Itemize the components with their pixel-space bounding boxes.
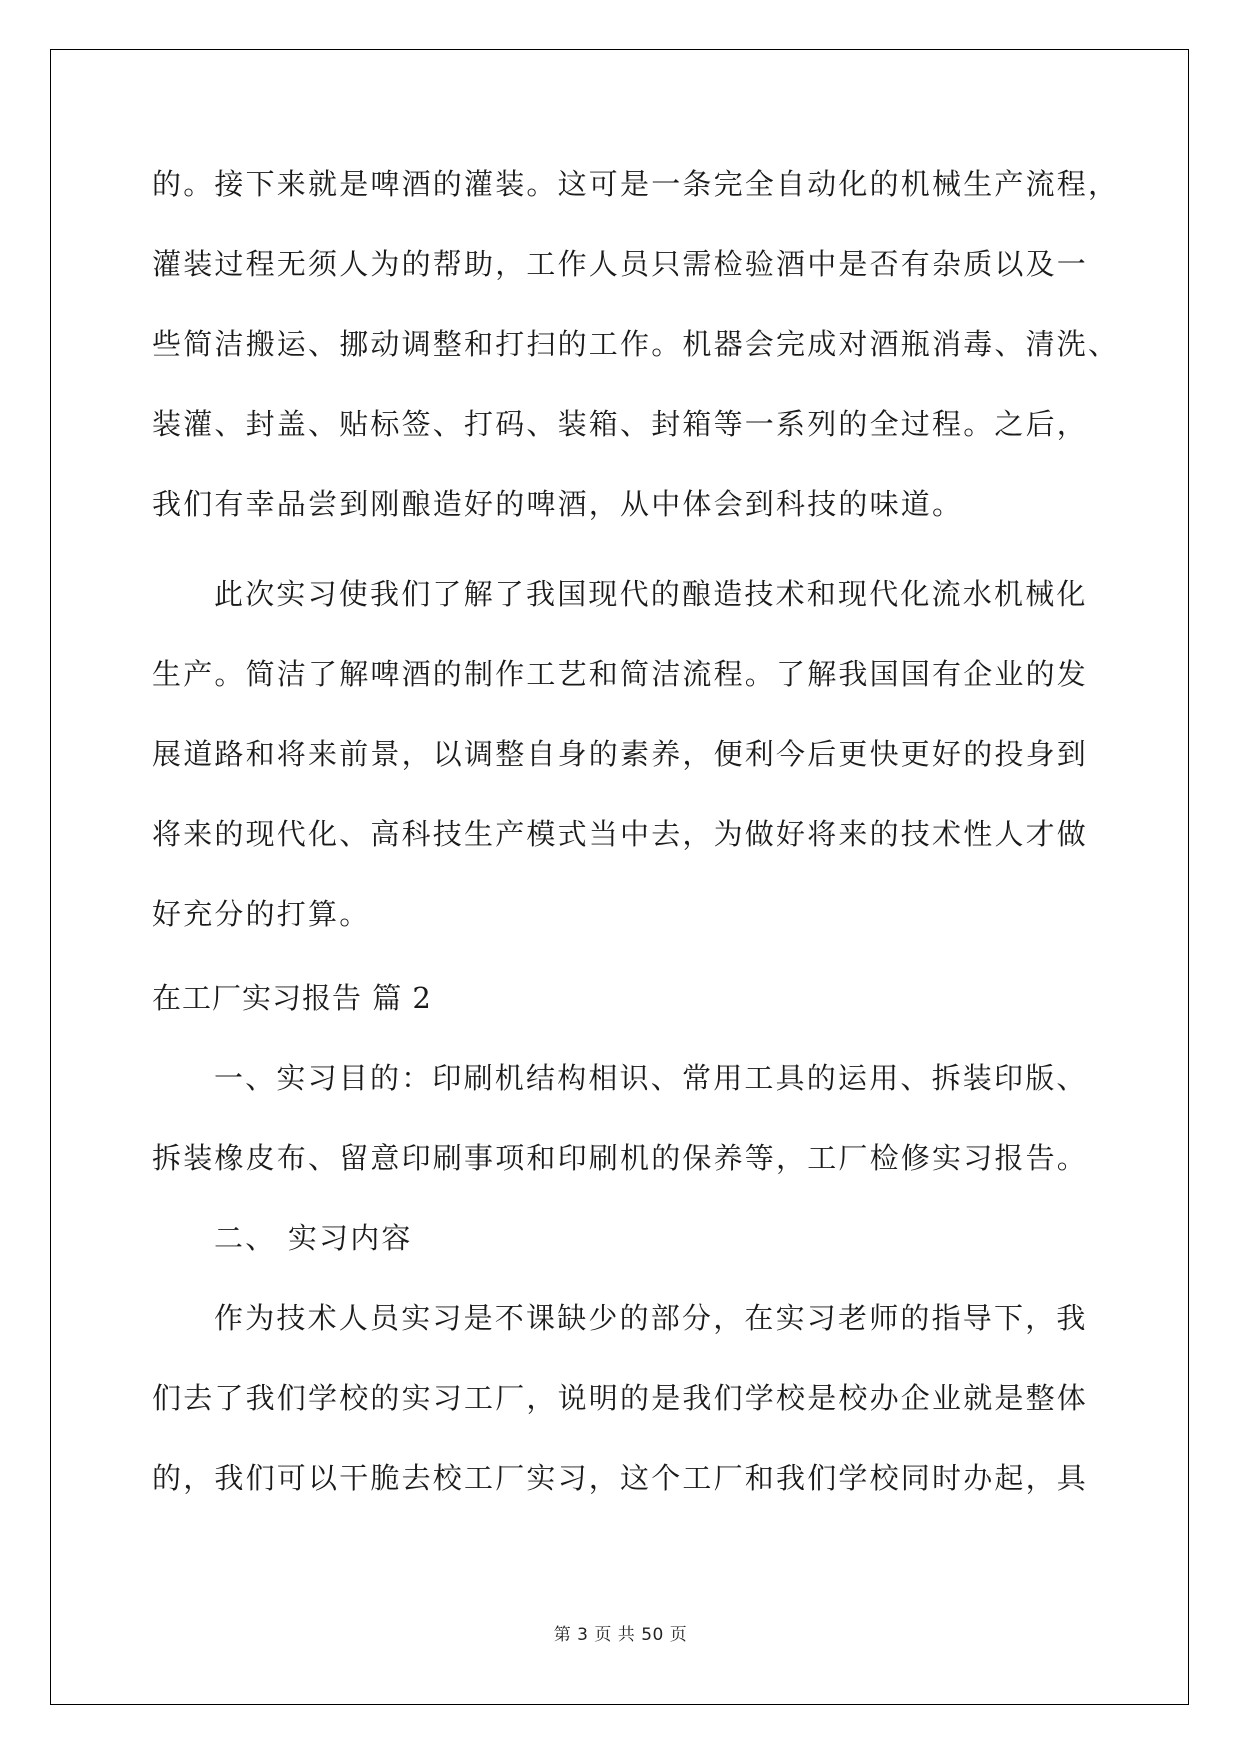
paragraph-line: 此次实习使我们了解了我国现代的酿造技术和现代化流水机械化 [214, 577, 1088, 611]
paragraph-line: 将来的现代化、高科技生产模式当中去，为做好将来的技术性人才做 [152, 817, 1089, 851]
paragraph-line: 的，我们可以干脆去校工厂实习，这个工厂和我们学校同时办起，具 [152, 1461, 1089, 1495]
section-heading: 在工厂实习报告 篇 2 [152, 981, 432, 1015]
paragraph-line: 展道路和将来前景，以调整自身的素养，便利今后更快更好的投身到 [152, 737, 1089, 771]
paragraph-line: 一、实习目的：印刷机结构相识、常用工具的运用、拆装印版、 [214, 1061, 1088, 1095]
paragraph-line: 生产。简洁了解啤酒的制作工艺和简洁流程。了解我国国有企业的发 [152, 657, 1089, 691]
paragraph-line: 们去了我们学校的实习工厂，说明的是我们学校是校办企业就是整体 [152, 1381, 1089, 1415]
paragraph-line: 我们有幸品尝到刚酿造好的啤酒，从中体会到科技的味道。 [152, 487, 964, 521]
page-number-footer: 第 3 页 共 50 页 [553, 1625, 688, 1645]
paragraph-line: 的。接下来就是啤酒的灌装。这可是一条完全自动化的机械生产流程， [152, 167, 1120, 201]
paragraph-line: 些简洁搬运、挪动调整和打扫的工作。机器会完成对酒瓶消毒、清洗、 [152, 327, 1120, 361]
paragraph-line: 好充分的打算。 [152, 897, 371, 931]
subsection-heading: 二、 实习内容 [214, 1221, 413, 1255]
page-border [50, 49, 1189, 1705]
paragraph-line: 灌装过程无须人为的帮助，工作人员只需检验酒中是否有杂质以及一 [152, 247, 1089, 281]
paragraph-line: 拆装橡皮布、留意印刷事项和印刷机的保养等，工厂检修实习报告。 [152, 1141, 1089, 1175]
paragraph-line: 装灌、封盖、贴标签、打码、装箱、封箱等一系列的全过程。之后， [152, 407, 1089, 441]
paragraph-line: 作为技术人员实习是不课缺少的部分，在实习老师的指导下，我 [214, 1301, 1088, 1335]
